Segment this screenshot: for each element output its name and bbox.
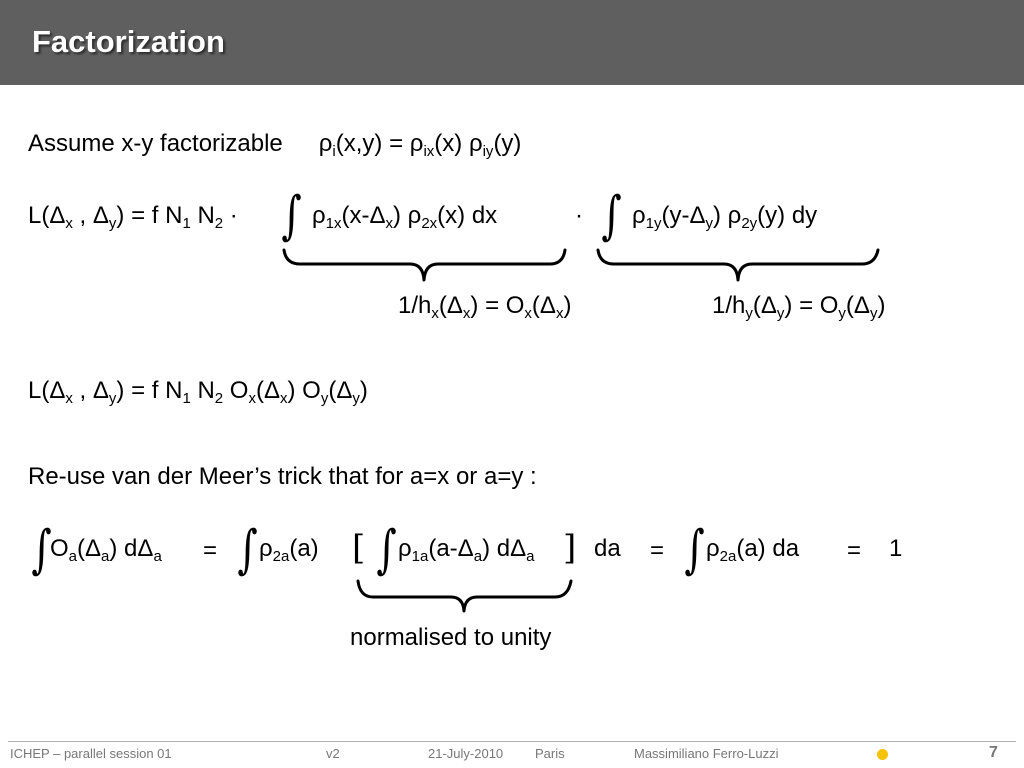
footer-date: 21-July-2010 [428, 746, 504, 761]
overlap-y-label: $1/h_y(\Delta_y) = O_y(\Delta_y)$ [712, 292, 886, 322]
overlap-integral: $O_a(\Delta_a)$ $d\Delta_a$ [50, 535, 162, 565]
equation-luminosity-overlap: $L(\Delta_x$ , $\Delta_y) = f$ $N_1$ $N_2$ $O_x(\Delta_x)$ $O_y(\Delta_y)$ [28, 377, 368, 407]
integral-symbol: ∫ [376, 520, 397, 580]
rho-2a-da-term: $\rho_{2a}(a)$ da [706, 535, 800, 565]
trick-statement: Re-use van der Meer’s trick that for a=x or a=y : [28, 463, 537, 490]
right-bracket: ] [563, 528, 577, 568]
da-term: da [594, 535, 621, 562]
footer-conference: ICHEP – parallel session 01 [10, 746, 172, 761]
footer-dot-icon [877, 749, 888, 760]
equals-sign: = [650, 537, 665, 564]
underbrace-normalisation [355, 577, 577, 617]
underbrace-y [594, 248, 884, 288]
equation-factorization: Assume x-y factorizable $\rho_i(x,y) = \rho_{ix}(x)$ $\rho_{iy}(y)$ [28, 130, 522, 160]
inner-integrand: $\rho_{1a}(a-\Delta_a)$ $d\Delta_a$ [398, 535, 535, 565]
integral-symbol: ∫ [601, 186, 622, 246]
integral-symbol: ∫ [281, 186, 302, 246]
footer-version: v2 [326, 746, 340, 761]
normalised-label: normalised to unity [350, 624, 552, 651]
integral-symbol: ∫ [237, 520, 258, 580]
underbrace-x [280, 248, 570, 288]
left-bracket: [ [352, 528, 366, 568]
result-one: 1 [889, 535, 903, 562]
equals-sign: = [847, 537, 862, 564]
footer-place: Paris [535, 746, 565, 761]
integrand-y: $\rho_{1y}(y-\Delta_y)$ $\rho_{2y}(y)$ dy [632, 202, 818, 232]
multiply-dot: · [575, 202, 583, 229]
integral-symbol: ∫ [684, 520, 705, 580]
footer-divider [8, 741, 1016, 742]
equation-luminosity-integral: $L(\Delta_x$ , $\Delta_y) = f$ $N_1$ $N_2$ · [28, 202, 238, 232]
equals-sign: = [203, 537, 218, 564]
integrand-x: $\rho_{1x}(x-\Delta_x)$ $\rho_{2x}(x)$ dx [312, 202, 498, 232]
page-number: 7 [989, 744, 998, 761]
slide-title: Factorization [32, 24, 225, 59]
footer-author: Massimiliano Ferro-Luzzi [634, 746, 779, 761]
rho-2a-term: $\rho_{2a}(a)$ [259, 535, 319, 565]
integral-symbol: ∫ [31, 520, 52, 580]
overlap-x-label: $1/h_x(\Delta_x) = O_x(\Delta_x)$ [398, 292, 572, 322]
